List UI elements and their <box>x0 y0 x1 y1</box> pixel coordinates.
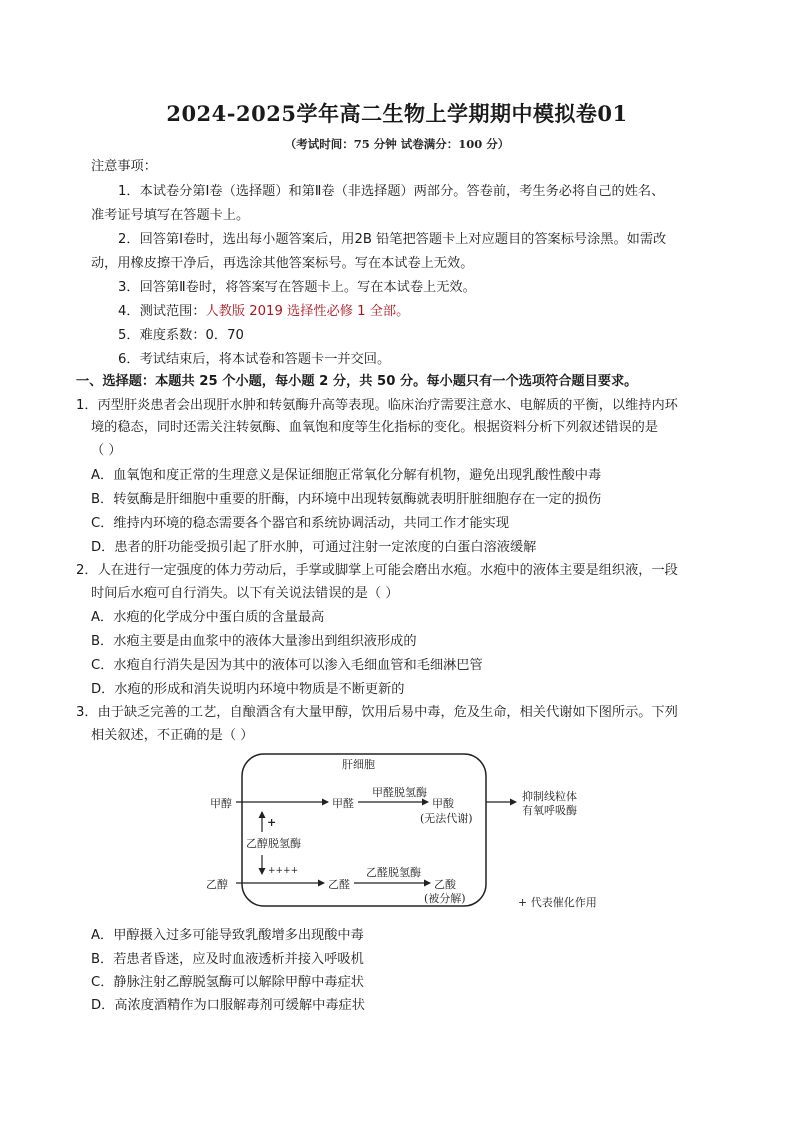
methanol-label: 甲醇 <box>210 797 232 810</box>
notice-heading: 注意事项： <box>91 159 157 174</box>
plus-one-mark: + <box>267 816 277 829</box>
q2-stem-line-1: 2．人在进行一定强度的体力劳动后，手掌或脚掌上可能会磨出水疱。水疱中的液体主要是组织液，一段 <box>76 563 678 578</box>
q3-option-a: A．甲醇摄入过多可能导致乳酸增多出现酸中毒 <box>91 928 364 943</box>
notice-item-2: 2．回答第Ⅰ卷时，选出每小题答案后，用2B 铅笔把答题卡上对应题目的答案标号涂黑。如需改 <box>118 232 667 247</box>
formic-acid-note: (无法代谢) <box>420 812 473 825</box>
notice-item-6: 6．考试结束后，将本试卷和答题卡一并交回。 <box>118 352 391 367</box>
q1-stem-line-3: （ ） <box>91 443 122 458</box>
notice-item-1-cont: 准考证号填写在答题卡上。 <box>91 208 250 223</box>
q1-option-b: B．转氨酶是肝细胞中重要的肝酶，内环境中出现转氨酶就表明肝脏细胞存在一定的损伤 <box>91 492 602 507</box>
acetic-acid-label: 乙酸 <box>434 878 456 891</box>
plus-four-mark: ++++ <box>268 866 299 876</box>
liver-cell-label: 肝细胞 <box>342 758 375 771</box>
q1-option-a: A．血氧饱和度正常的生理意义是保证细胞正常氧化分解有机物，避免出现乳酸性酸中毒 <box>91 468 602 483</box>
section-heading: 一、选择题：本题共 25 个小题，每小题 2 分，共 50 分。每小题只有一个选项符合题目要求。 <box>76 374 638 389</box>
q3-option-c: C．静脉注射乙醇脱氢酶可以解除甲醇中毒症状 <box>91 975 364 990</box>
catalysis-legend: + 代表催化作用 <box>518 896 597 909</box>
q1-option-d: D．患者的肝功能受损引起了肝水肿，可通过注射一定浓度的白蛋白溶液缓解 <box>91 540 537 555</box>
q3-stem-line-2: 相关叙述，不正确的是（ ） <box>91 728 254 743</box>
q3-option-d: D．高浓度酒精作为口服解毒剂可缓解中毒症状 <box>91 998 365 1013</box>
alcohol-dehydrogenase-label: 乙醇脱氢酶 <box>246 837 301 850</box>
formic-acid-label: 甲酸 <box>432 797 454 810</box>
metabolism-diagram <box>200 752 620 924</box>
formaldehyde-dehydrogenase-label: 甲醛脱氢酶 <box>372 786 427 799</box>
effect-line-2: 有氧呼吸酶 <box>522 804 577 817</box>
acetic-acid-note: (被分解) <box>424 892 466 905</box>
q1-stem-line-1: 1．丙型肝炎患者会出现肝水肿和转氨酶升高等表现。临床治疗需要注意水、电解质的平衡，以维持内环 <box>76 398 678 413</box>
q2-option-a: A．水疱的化学成分中蛋白质的含量最高 <box>91 610 325 625</box>
q3-option-b: B．若患者昏迷，应及时血液透析并接入呼吸机 <box>91 952 364 967</box>
q2-stem-line-2: 时间后水疱可自行消失。以下有关说法错误的是（ ） <box>91 586 399 601</box>
effect-line-1: 抑制线粒体 <box>522 790 577 803</box>
q3-stem-line-1: 3．由于缺乏完善的工艺，自酿酒含有大量甲醇，饮用后易中毒，危及生命，相关代谢如下图所示。下列 <box>76 705 678 720</box>
q2-option-d: D．水疱的形成和消失说明内环境中物质是不断更新的 <box>91 682 405 697</box>
acetaldehyde-dehydrogenase-label: 乙醛脱氢酶 <box>366 866 421 879</box>
q2-option-b: B．水疱主要是由血浆中的液体大量渗出到组织液形成的 <box>91 634 417 649</box>
q1-stem-line-2: 境的稳态，同时还需关注转氨酶、血氧饱和度等生化指标的变化。根据资料分析下列叙述错误的是 <box>91 420 659 435</box>
notice-item-3: 3．回答第Ⅱ卷时，将答案写在答题卡上。写在本试卷上无效。 <box>118 280 476 295</box>
exam-subtitle: （考试时间：75 分钟 试卷满分：100 分） <box>284 137 510 151</box>
notice-item-4 <box>118 302 409 322</box>
acetaldehyde-label: 乙醛 <box>328 878 350 891</box>
ethanol-label: 乙醇 <box>206 878 228 891</box>
notice-item-1: 1．本试卷分第Ⅰ卷（选择题）和第Ⅱ卷（非选择题）两部分。答卷前，考生务必将自己的姓名、 <box>118 184 665 199</box>
q2-option-c: C．水疱自行消失是因为其中的液体可以渗入毛细血管和毛细淋巴管 <box>91 658 483 673</box>
notice-item-5: 5．难度系数：0．70 <box>118 328 244 343</box>
notice-item-4-prefix: 4．测试范围： <box>118 304 206 319</box>
notice-item-2-cont: 动，用橡皮擦干净后，再选涂其他答案标号。写在本试卷上无效。 <box>91 256 474 271</box>
formaldehyde-label: 甲醛 <box>332 797 354 810</box>
test-range: 人教版 2019 选择性必修 1 全部。 <box>205 304 410 319</box>
exam-title: 2024-2025学年高二生物上学期期中模拟卷01 <box>166 101 628 126</box>
q1-option-c: C．维持内环境的稳态需要各个器官和系统协调活动，共同工作才能实现 <box>91 516 510 531</box>
